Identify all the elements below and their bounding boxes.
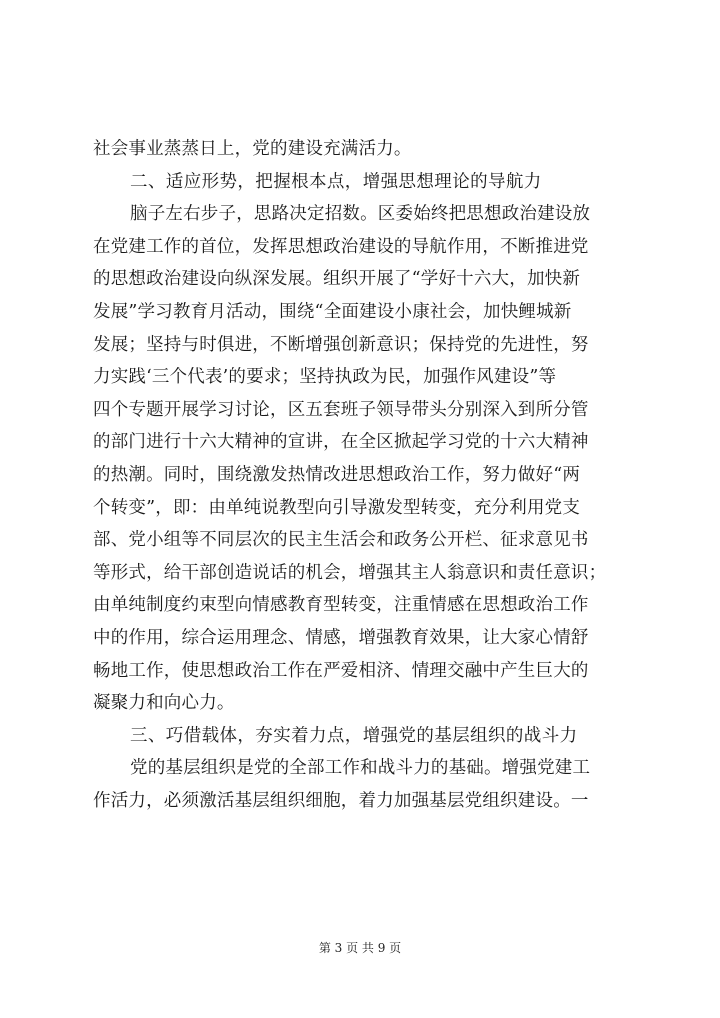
paragraph-line: 凝聚力和向心力。 <box>93 693 235 714</box>
paragraph-line: 的思想政治建设向纵深发展。组织开展了“学好十六大，加快新 <box>93 269 581 290</box>
section-heading: 三、巧借载体，夯实着力点，增强党的基层组织的战斗力 <box>130 725 578 746</box>
paragraph-line: 社会事业蒸蒸日上，党的建设充满活力。 <box>93 139 412 159</box>
paragraph-line: 个转变”，即：由单纯说教型向引导激发型转变，充分利用党支 <box>93 497 581 518</box>
paragraph-line: 在党建工作的首位，发挥思想政治建设的导航作用，不断推进党 <box>93 236 589 257</box>
paragraph-line: 等形式，给干部创造说话的机会，增强其主人翁意识和责任意识； <box>93 562 607 583</box>
paragraph-line: 畅地工作，使思想政治工作在严爱相济、情理交融中产生巨大的 <box>93 660 589 681</box>
document-body <box>93 133 629 817</box>
paragraph-line: 发展；坚持与时俱进，不断增强创新意识；保持党的先进性，努 <box>93 334 589 355</box>
paragraph-line: 部、党小组等不同层次的民主生活会和政务公开栏、征求意见书 <box>93 530 589 551</box>
paragraph-line: 发展”学习教育月活动，围绕“全面建设小康社会，加快鲤城新 <box>93 301 572 322</box>
paragraph-line: 力实践‘三个代表’的要求；坚持执政为民，加强作风建设”等 <box>93 367 557 388</box>
paragraph-line: 中的作用，综合运用理念、情感，增强教育效果，让大家心情舒 <box>93 627 589 648</box>
page-number-footer: 第 3 页 共 9 页 <box>318 941 402 955</box>
paragraph-line: 由单纯制度约束型向情感教育型转变，注重情感在思想政治工作 <box>93 595 589 616</box>
paragraph-line: 作活力，必须激活基层组织细胞，着力加强基层党组织建设。一 <box>93 790 589 811</box>
paragraph-line: 的部门进行十六大精神的宣讲，在全区掀起学习党的十六大精神 <box>93 432 589 453</box>
paragraph-line: 四个专题开展学习讨论，区五套班子领导带头分别深入到所分管 <box>93 399 589 420</box>
paragraph-line: 脑子左右步子，思路决定招数。区委始终把思想政治建设放 <box>130 204 591 225</box>
section-heading: 二、适应形势，把握根本点，增强思想理论的导航力 <box>130 171 542 192</box>
paragraph-line: 的热潮。同时，围绕激发热情改进思想政治工作，努力做好“两 <box>93 464 581 485</box>
paragraph-line: 党的基层组织是党的全部工作和战斗力的基础。增强党建工 <box>130 758 591 779</box>
